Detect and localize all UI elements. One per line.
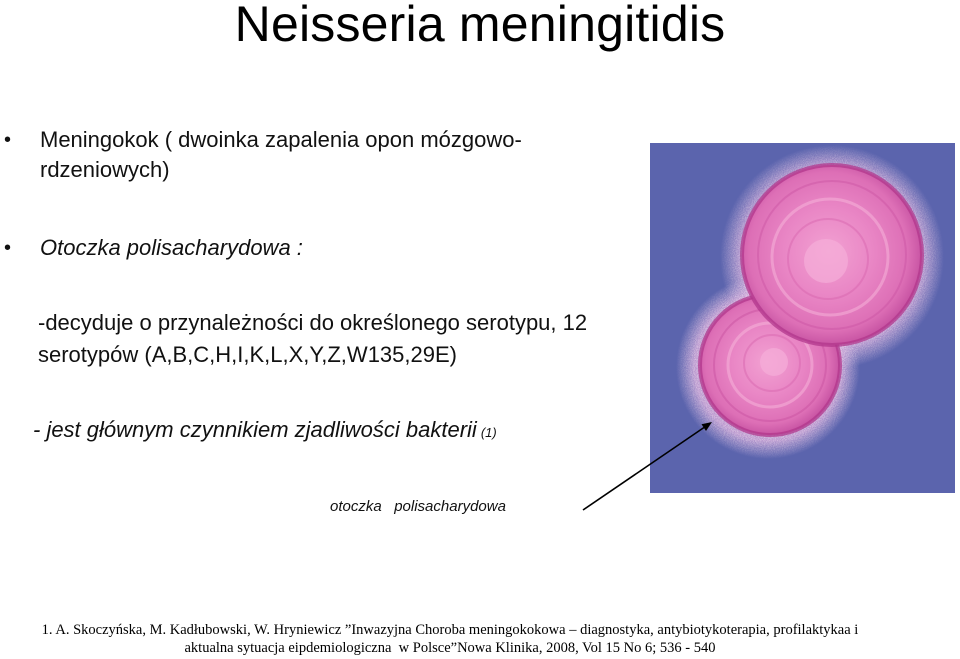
slide-title: Neisseria meningitidis bbox=[234, 0, 726, 52]
bullet1-line1: Meningokok ( dwoinka zapalenia opon mózgowo- bbox=[40, 127, 522, 152]
bullet-marker: • bbox=[4, 129, 12, 151]
figure-label: otoczka polisacharydowa bbox=[330, 498, 506, 515]
cell-upper bbox=[742, 165, 922, 345]
bullet-marker: • bbox=[4, 237, 12, 259]
bullet1-line2: rdzeniowych) bbox=[40, 157, 170, 182]
footer-reference-line2: aktualna sytuacja eipdemiologiczna w Polsce”Nowa Klinika, 2008, Vol 15 No 6; 536 - 540 bbox=[184, 640, 716, 656]
sub2-text: - jest głównym czynnikiem zjadliwości bakterii bbox=[33, 417, 477, 442]
sub1-line1: -decyduje o przynależności do określonego serotypu, 12 bbox=[38, 310, 588, 335]
footer-reference-line1: 1. A. Skoczyńska, M. Kadłubowski, W. Hryniewicz ”Inwazyjna Choroba meningokokowa – diagnostyka, antybiotykoterapia, profilaktykaa i bbox=[41, 622, 859, 638]
bullet2-text: Otoczka polisacharydowa : bbox=[40, 235, 303, 260]
sub1-line2: serotypów (A,B,C,H,I,K,L,X,Y,Z,W135,29E) bbox=[38, 342, 457, 367]
sub2-line bbox=[33, 415, 497, 448]
micrograph-image bbox=[650, 143, 955, 493]
citation-ref: (1) bbox=[480, 425, 497, 440]
